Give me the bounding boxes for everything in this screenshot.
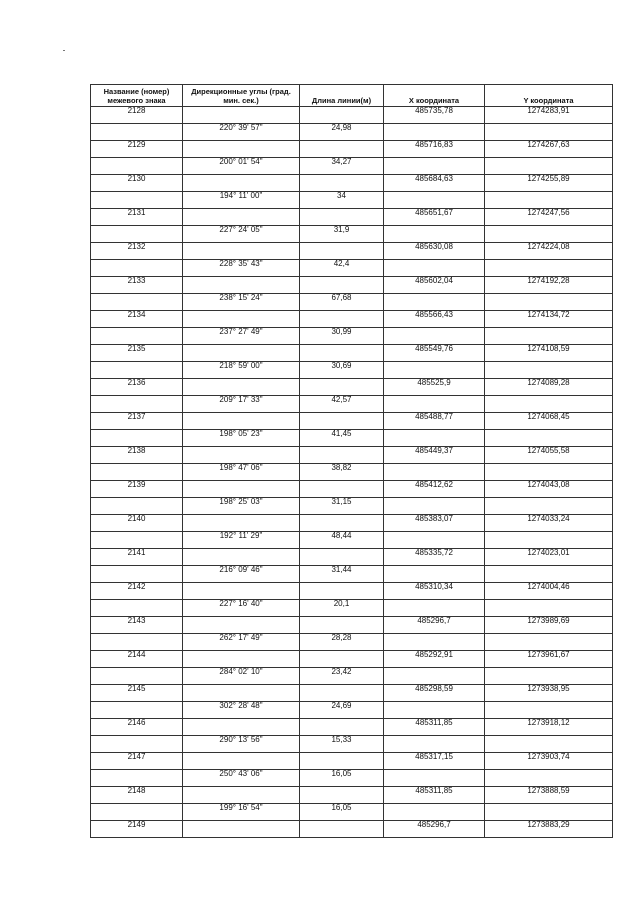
y-coordinate-cell: 1274043,08 bbox=[485, 481, 613, 498]
x-coordinate-cell: 485412,62 bbox=[384, 481, 485, 498]
mark-name-cell: 2132 bbox=[91, 243, 183, 260]
segment-row bbox=[91, 804, 613, 821]
x-coordinate-cell: 485488,77 bbox=[384, 413, 485, 430]
segment-row bbox=[91, 328, 613, 345]
y-coordinate-cell: 1273938,95 bbox=[485, 685, 613, 702]
direction-angle-cell: 198° 47' 06" bbox=[183, 464, 300, 481]
mark-name-cell: 2139 bbox=[91, 481, 183, 498]
segment-row bbox=[91, 566, 613, 583]
empty-cell bbox=[384, 464, 485, 481]
empty-cell bbox=[485, 362, 613, 379]
header-direction-angle: Дирекционные углы (град. мин. сек.) bbox=[183, 85, 300, 107]
empty-cell bbox=[183, 719, 300, 736]
mark-name-cell: 2129 bbox=[91, 141, 183, 158]
empty-cell bbox=[300, 345, 384, 362]
empty-cell bbox=[91, 464, 183, 481]
empty-cell bbox=[300, 685, 384, 702]
header-mark-name: Название (номер) межевого знака bbox=[91, 85, 183, 107]
empty-cell bbox=[183, 209, 300, 226]
segment-row bbox=[91, 362, 613, 379]
x-coordinate-cell: 485311,85 bbox=[384, 719, 485, 736]
segment-row bbox=[91, 668, 613, 685]
y-coordinate-cell: 1274267,63 bbox=[485, 141, 613, 158]
direction-angle-cell: 228° 35' 43" bbox=[183, 260, 300, 277]
point-row bbox=[91, 107, 613, 124]
empty-cell bbox=[485, 158, 613, 175]
empty-cell bbox=[485, 464, 613, 481]
empty-cell bbox=[485, 192, 613, 209]
empty-cell bbox=[384, 668, 485, 685]
direction-angle-cell: 220° 39' 57" bbox=[183, 124, 300, 141]
line-length-cell: 23,42 bbox=[300, 668, 384, 685]
y-coordinate-cell: 1274108,59 bbox=[485, 345, 613, 362]
direction-angle-cell: 238° 15' 24" bbox=[183, 294, 300, 311]
mark-name-cell: 2136 bbox=[91, 379, 183, 396]
x-coordinate-cell: 485383,07 bbox=[384, 515, 485, 532]
mark-name-cell: 2130 bbox=[91, 175, 183, 192]
direction-angle-cell: 209° 17' 33" bbox=[183, 396, 300, 413]
empty-cell bbox=[91, 804, 183, 821]
empty-cell bbox=[183, 345, 300, 362]
y-coordinate-cell: 1274134,72 bbox=[485, 311, 613, 328]
empty-cell bbox=[384, 702, 485, 719]
empty-cell bbox=[300, 651, 384, 668]
point-row bbox=[91, 515, 613, 532]
point-row bbox=[91, 685, 613, 702]
line-length-cell: 28,28 bbox=[300, 634, 384, 651]
direction-angle-cell: 262° 17' 49" bbox=[183, 634, 300, 651]
empty-cell bbox=[300, 209, 384, 226]
empty-cell bbox=[485, 124, 613, 141]
mark-name-cell: 2146 bbox=[91, 719, 183, 736]
y-coordinate-cell: 1274283,91 bbox=[485, 107, 613, 124]
empty-cell bbox=[300, 107, 384, 124]
empty-cell bbox=[384, 532, 485, 549]
line-length-cell: 38,82 bbox=[300, 464, 384, 481]
point-row bbox=[91, 277, 613, 294]
mark-name-cell: 2141 bbox=[91, 549, 183, 566]
point-row bbox=[91, 651, 613, 668]
empty-cell bbox=[384, 634, 485, 651]
segment-row bbox=[91, 770, 613, 787]
line-length-cell: 16,05 bbox=[300, 770, 384, 787]
empty-cell bbox=[183, 175, 300, 192]
direction-angle-cell: 216° 09' 46" bbox=[183, 566, 300, 583]
x-coordinate-cell: 485296,7 bbox=[384, 617, 485, 634]
direction-angle-cell: 237° 27' 49" bbox=[183, 328, 300, 345]
line-length-cell: 67,68 bbox=[300, 294, 384, 311]
mark-name-cell: 2134 bbox=[91, 311, 183, 328]
empty-cell bbox=[183, 685, 300, 702]
x-coordinate-cell: 485310,34 bbox=[384, 583, 485, 600]
x-coordinate-cell: 485735,78 bbox=[384, 107, 485, 124]
direction-angle-cell: 302° 28' 48" bbox=[183, 702, 300, 719]
segment-row bbox=[91, 294, 613, 311]
direction-angle-cell: 194° 11' 00" bbox=[183, 192, 300, 209]
empty-cell bbox=[485, 668, 613, 685]
empty-cell bbox=[384, 124, 485, 141]
empty-cell bbox=[183, 277, 300, 294]
segment-row bbox=[91, 260, 613, 277]
empty-cell bbox=[384, 226, 485, 243]
empty-cell bbox=[91, 124, 183, 141]
empty-cell bbox=[485, 804, 613, 821]
segment-row bbox=[91, 736, 613, 753]
empty-cell bbox=[300, 719, 384, 736]
empty-cell bbox=[300, 277, 384, 294]
point-row bbox=[91, 141, 613, 158]
line-length-cell: 41,45 bbox=[300, 430, 384, 447]
mark-name-cell: 2128 bbox=[91, 107, 183, 124]
table-header-row bbox=[91, 85, 613, 107]
empty-cell bbox=[91, 192, 183, 209]
empty-cell bbox=[91, 566, 183, 583]
empty-cell bbox=[384, 566, 485, 583]
mark-name-cell: 2148 bbox=[91, 787, 183, 804]
header-y-coordinate: Y координата bbox=[485, 85, 613, 107]
empty-cell bbox=[485, 532, 613, 549]
y-coordinate-cell: 1274247,56 bbox=[485, 209, 613, 226]
x-coordinate-cell: 485549,76 bbox=[384, 345, 485, 362]
x-coordinate-cell: 485716,83 bbox=[384, 141, 485, 158]
empty-cell bbox=[91, 158, 183, 175]
empty-cell bbox=[91, 294, 183, 311]
y-coordinate-cell: 1274089,28 bbox=[485, 379, 613, 396]
line-length-cell: 24,98 bbox=[300, 124, 384, 141]
segment-row bbox=[91, 158, 613, 175]
y-coordinate-cell: 1273888,59 bbox=[485, 787, 613, 804]
mark-name-cell: 2145 bbox=[91, 685, 183, 702]
empty-cell bbox=[485, 294, 613, 311]
header-line-length: Длина линии(м) bbox=[300, 85, 384, 107]
x-coordinate-cell: 485566,43 bbox=[384, 311, 485, 328]
y-coordinate-cell: 1274224,08 bbox=[485, 243, 613, 260]
empty-cell bbox=[485, 396, 613, 413]
segment-row bbox=[91, 396, 613, 413]
empty-cell bbox=[91, 668, 183, 685]
empty-cell bbox=[485, 430, 613, 447]
point-row bbox=[91, 549, 613, 566]
empty-cell bbox=[300, 617, 384, 634]
empty-cell bbox=[300, 175, 384, 192]
empty-cell bbox=[91, 702, 183, 719]
empty-cell bbox=[183, 311, 300, 328]
y-coordinate-cell: 1273989,69 bbox=[485, 617, 613, 634]
empty-cell bbox=[183, 141, 300, 158]
line-length-cell: 42,4 bbox=[300, 260, 384, 277]
point-row bbox=[91, 209, 613, 226]
line-length-cell: 31,15 bbox=[300, 498, 384, 515]
y-coordinate-cell: 1273961,67 bbox=[485, 651, 613, 668]
line-length-cell: 34 bbox=[300, 192, 384, 209]
mark-name-cell: 2131 bbox=[91, 209, 183, 226]
empty-cell bbox=[183, 821, 300, 838]
empty-cell bbox=[183, 753, 300, 770]
segment-row bbox=[91, 464, 613, 481]
empty-cell bbox=[485, 736, 613, 753]
point-row bbox=[91, 447, 613, 464]
point-row bbox=[91, 481, 613, 498]
empty-cell bbox=[91, 736, 183, 753]
x-coordinate-cell: 485335,72 bbox=[384, 549, 485, 566]
x-coordinate-cell: 485449,37 bbox=[384, 447, 485, 464]
point-row bbox=[91, 787, 613, 804]
empty-cell bbox=[183, 651, 300, 668]
empty-cell bbox=[384, 770, 485, 787]
empty-cell bbox=[384, 498, 485, 515]
point-row bbox=[91, 243, 613, 260]
empty-cell bbox=[384, 804, 485, 821]
line-length-cell: 42,57 bbox=[300, 396, 384, 413]
empty-cell bbox=[300, 753, 384, 770]
empty-cell bbox=[183, 549, 300, 566]
mark-name-cell: 2138 bbox=[91, 447, 183, 464]
boundary-coordinates-table bbox=[90, 84, 613, 838]
line-length-cell: 31,44 bbox=[300, 566, 384, 583]
table-body bbox=[91, 107, 613, 838]
line-length-cell: 34,27 bbox=[300, 158, 384, 175]
mark-name-cell: 2142 bbox=[91, 583, 183, 600]
empty-cell bbox=[183, 617, 300, 634]
y-coordinate-cell: 1273883,29 bbox=[485, 821, 613, 838]
mark-name-cell: 2143 bbox=[91, 617, 183, 634]
empty-cell bbox=[183, 583, 300, 600]
empty-cell bbox=[384, 158, 485, 175]
empty-cell bbox=[91, 226, 183, 243]
segment-row bbox=[91, 124, 613, 141]
line-length-cell: 16,05 bbox=[300, 804, 384, 821]
segment-row bbox=[91, 498, 613, 515]
empty-cell bbox=[485, 634, 613, 651]
empty-cell bbox=[91, 634, 183, 651]
empty-cell bbox=[91, 328, 183, 345]
point-row bbox=[91, 617, 613, 634]
empty-cell bbox=[384, 328, 485, 345]
direction-angle-cell: 250° 43' 06" bbox=[183, 770, 300, 787]
empty-cell bbox=[91, 362, 183, 379]
direction-angle-cell: 200° 01' 54" bbox=[183, 158, 300, 175]
direction-angle-cell: 284° 02' 10" bbox=[183, 668, 300, 685]
point-row bbox=[91, 175, 613, 192]
point-row bbox=[91, 719, 613, 736]
line-length-cell: 30,99 bbox=[300, 328, 384, 345]
empty-cell bbox=[300, 447, 384, 464]
y-coordinate-cell: 1273918,12 bbox=[485, 719, 613, 736]
direction-angle-cell: 192° 11' 29" bbox=[183, 532, 300, 549]
empty-cell bbox=[91, 260, 183, 277]
header-x-coordinate: X координата bbox=[384, 85, 485, 107]
point-row bbox=[91, 583, 613, 600]
x-coordinate-cell: 485296,7 bbox=[384, 821, 485, 838]
segment-row bbox=[91, 702, 613, 719]
empty-cell bbox=[300, 549, 384, 566]
empty-cell bbox=[300, 311, 384, 328]
x-coordinate-cell: 485651,67 bbox=[384, 209, 485, 226]
line-length-cell: 31,9 bbox=[300, 226, 384, 243]
empty-cell bbox=[183, 413, 300, 430]
empty-cell bbox=[300, 515, 384, 532]
empty-cell bbox=[384, 260, 485, 277]
empty-cell bbox=[91, 770, 183, 787]
empty-cell bbox=[300, 141, 384, 158]
empty-cell bbox=[384, 396, 485, 413]
direction-angle-cell: 198° 25' 03" bbox=[183, 498, 300, 515]
empty-cell bbox=[384, 600, 485, 617]
y-coordinate-cell: 1273903,74 bbox=[485, 753, 613, 770]
segment-row bbox=[91, 634, 613, 651]
mark-name-cell: 2133 bbox=[91, 277, 183, 294]
y-coordinate-cell: 1274004,46 bbox=[485, 583, 613, 600]
line-length-cell: 24,69 bbox=[300, 702, 384, 719]
empty-cell bbox=[485, 702, 613, 719]
empty-cell bbox=[300, 379, 384, 396]
mark-name-cell: 2149 bbox=[91, 821, 183, 838]
empty-cell bbox=[91, 396, 183, 413]
direction-angle-cell: 198° 05' 23" bbox=[183, 430, 300, 447]
y-coordinate-cell: 1274255,89 bbox=[485, 175, 613, 192]
empty-cell bbox=[384, 192, 485, 209]
empty-cell bbox=[91, 600, 183, 617]
mark-name-cell: 2144 bbox=[91, 651, 183, 668]
empty-cell bbox=[183, 481, 300, 498]
y-coordinate-cell: 1274023,01 bbox=[485, 549, 613, 566]
x-coordinate-cell: 485311,85 bbox=[384, 787, 485, 804]
empty-cell bbox=[300, 413, 384, 430]
empty-cell bbox=[183, 379, 300, 396]
x-coordinate-cell: 485630,08 bbox=[384, 243, 485, 260]
segment-row bbox=[91, 532, 613, 549]
point-row bbox=[91, 413, 613, 430]
empty-cell bbox=[384, 430, 485, 447]
empty-cell bbox=[300, 583, 384, 600]
empty-cell bbox=[384, 362, 485, 379]
empty-cell bbox=[91, 430, 183, 447]
empty-cell bbox=[485, 600, 613, 617]
y-coordinate-cell: 1274033,24 bbox=[485, 515, 613, 532]
point-row bbox=[91, 345, 613, 362]
empty-cell bbox=[384, 736, 485, 753]
y-coordinate-cell: 1274055,58 bbox=[485, 447, 613, 464]
direction-angle-cell: 227° 24' 05" bbox=[183, 226, 300, 243]
line-length-cell: 48,44 bbox=[300, 532, 384, 549]
empty-cell bbox=[485, 566, 613, 583]
point-row bbox=[91, 753, 613, 770]
empty-cell bbox=[91, 498, 183, 515]
empty-cell bbox=[485, 260, 613, 277]
line-length-cell: 15,33 bbox=[300, 736, 384, 753]
segment-row bbox=[91, 226, 613, 243]
point-row bbox=[91, 379, 613, 396]
direction-angle-cell: 218° 59' 00" bbox=[183, 362, 300, 379]
empty-cell bbox=[485, 770, 613, 787]
segment-row bbox=[91, 430, 613, 447]
direction-angle-cell: 227° 16' 40" bbox=[183, 600, 300, 617]
empty-cell bbox=[183, 107, 300, 124]
empty-cell bbox=[485, 498, 613, 515]
empty-cell bbox=[300, 481, 384, 498]
empty-cell bbox=[300, 821, 384, 838]
point-row bbox=[91, 311, 613, 328]
empty-cell bbox=[485, 226, 613, 243]
mark-name-cell: 2137 bbox=[91, 413, 183, 430]
x-coordinate-cell: 485317,15 bbox=[384, 753, 485, 770]
mark-name-cell: 2140 bbox=[91, 515, 183, 532]
line-length-cell: 30,69 bbox=[300, 362, 384, 379]
y-coordinate-cell: 1274192,28 bbox=[485, 277, 613, 294]
mark-name-cell: 2135 bbox=[91, 345, 183, 362]
x-coordinate-cell: 485292,91 bbox=[384, 651, 485, 668]
empty-cell bbox=[183, 243, 300, 260]
x-coordinate-cell: 485525,9 bbox=[384, 379, 485, 396]
y-coordinate-cell: 1274068,45 bbox=[485, 413, 613, 430]
mark-name-cell: 2147 bbox=[91, 753, 183, 770]
empty-cell bbox=[300, 787, 384, 804]
empty-cell bbox=[183, 515, 300, 532]
segment-row bbox=[91, 192, 613, 209]
empty-cell bbox=[183, 787, 300, 804]
line-length-cell: 20,1 bbox=[300, 600, 384, 617]
empty-cell bbox=[300, 243, 384, 260]
segment-row bbox=[91, 600, 613, 617]
empty-cell bbox=[91, 532, 183, 549]
x-coordinate-cell: 485602,04 bbox=[384, 277, 485, 294]
scan-speck bbox=[63, 50, 65, 51]
direction-angle-cell: 199° 16' 54" bbox=[183, 804, 300, 821]
direction-angle-cell: 290° 13' 56" bbox=[183, 736, 300, 753]
empty-cell bbox=[485, 328, 613, 345]
point-row bbox=[91, 821, 613, 838]
empty-cell bbox=[384, 294, 485, 311]
empty-cell bbox=[183, 447, 300, 464]
x-coordinate-cell: 485684,63 bbox=[384, 175, 485, 192]
x-coordinate-cell: 485298,59 bbox=[384, 685, 485, 702]
